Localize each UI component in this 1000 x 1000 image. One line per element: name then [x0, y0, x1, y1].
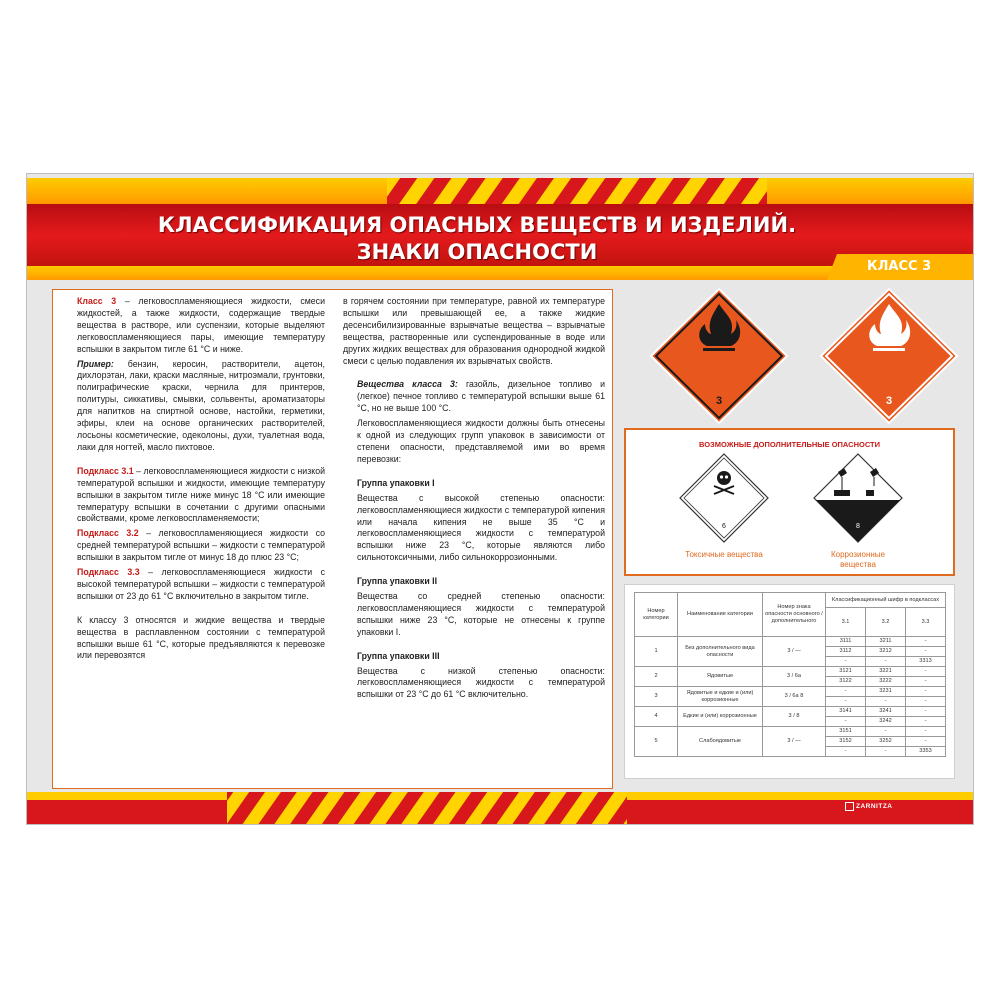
cell-code: 3313: [906, 657, 946, 667]
packing-group-3-title: Группа упаковки III: [357, 650, 440, 661]
cell-code: 3222: [866, 677, 906, 687]
cell-code: 3121: [826, 667, 866, 677]
cell-code: 3221: [866, 667, 906, 677]
table-row: [635, 687, 946, 697]
cell-category-number: 2: [635, 667, 678, 687]
poster-title: [87, 212, 867, 266]
cell-code: -: [866, 697, 906, 707]
additional-hazards-box: [624, 428, 955, 576]
table-row: [635, 707, 946, 717]
cell-code: -: [906, 687, 946, 697]
toxic-label: Токсичные вещества: [685, 550, 763, 559]
table-row: [635, 637, 946, 647]
subclass-32-text: – легковоспламеняющиеся жидкости со средней температурой вспышки – жидкости с температурой вспышки в закрытом тигле от минус 18 до плюс 23 °С;: [77, 528, 325, 563]
class3-substances-text: газойль, дизельное топливо и (легкое) печное топливо с температурой вспышки выше 61 °С, но не выше 100 °С.: [357, 379, 605, 414]
subclass-31-paragraph: [63, 466, 325, 526]
cell-code: 3141: [826, 707, 866, 717]
cell-code: -: [866, 727, 906, 737]
cell-code: -: [906, 697, 946, 707]
hot-state-paragraph: в горячем состоянии при температуре, равной их температуре вспышки или превышающей ее, а также жидкие десенсибилизированные взрывчатые вещества – взрывчатые вещества, растворенные или суспендированные в воде или других жидких веществах для образования однородной жидкой смеси с целью подавления их взрывчатых свойств.: [343, 296, 605, 366]
cell-category-number: 4: [635, 707, 678, 727]
packing-group-1-text: Вещества с высокой степенью опасности: легковоспламеняющиеся жидкости с температурой кипения или начала кипения не выше 35 °С и легковоспламеняющиеся жидкости с температурой вспышки ниже 23 °С, которые являются либо сильнотоксичными, либо сильнокоррозионными.: [357, 492, 605, 563]
cell-sign-number: 3 / 8: [763, 707, 826, 727]
poster: [26, 173, 974, 825]
cell-code: 3212: [866, 647, 906, 657]
cell-code: -: [906, 707, 946, 717]
sign-number-1: 3: [715, 395, 723, 407]
subclass-33-paragraph: [63, 567, 325, 603]
cell-code: 3241: [866, 707, 906, 717]
cell-code: -: [826, 747, 866, 757]
cell-code: 3122: [826, 677, 866, 687]
class3-text: – легковоспламеняющиеся жидкости, смеси жидкостей, а также жидкости, содержащие твердые вещества в растворе, или суспензии, которые выделяют легковоспламеняющиеся пары, имеющие температуру вспышки в закрытом тигле 61 °С и ниже.: [77, 296, 325, 354]
cell-code: 3252: [866, 737, 906, 747]
cell-code: -: [866, 747, 906, 757]
title-line-2: ЗНАКИ ОПАСНОСТИ: [356, 240, 598, 264]
cell-code: 3211: [866, 637, 906, 647]
class-badge: КЛАСС 3: [867, 259, 932, 274]
packing-group-2-title: Группа упаковки II: [357, 576, 438, 587]
text-panel: [52, 289, 613, 789]
cell-code: 3353: [906, 747, 946, 757]
class3-substances-label: Вещества класса 3:: [357, 379, 458, 390]
header-sign: Номер знака опасности основного / дополнительного: [763, 593, 826, 637]
main-hazard-signs: [647, 286, 967, 426]
subclass-32-label: Подкласс 3.2: [77, 528, 139, 539]
cell-category-name: Едкие и (или) коррозионные: [678, 707, 763, 727]
class3-extra-paragraph: К классу 3 относятся и жидкие вещества и твердые вещества в расплавленном состоянии с температурой вспышки выше 61 °С, которые предъявляются к перевозке или перевозятся: [77, 614, 325, 661]
cell-sign-number: 3 / 6а: [763, 667, 826, 687]
packing-group-3-text: Вещества с низкой степенью опасности: легковоспламеняющиеся жидкости с температурой вспышки от 23 °С до 61 °С включительно.: [357, 665, 605, 700]
subclass-31-text: – легковоспламеняющиеся жидкости с низкой температурой вспышки и жидкости, имеющие температуру вспышки в закрытом тигле ниже минус 18 °С или имеющие температуру вспышки в сочетании с другими опасными свойствами, кроме легковоспламеняемости;: [77, 465, 325, 524]
classification-table-box: [624, 584, 955, 779]
table-row: [635, 727, 946, 737]
cell-code: -: [906, 717, 946, 727]
logo-mark-icon: [845, 802, 854, 811]
cell-category-name: Без дополнительного вида опасности: [678, 637, 763, 667]
header-sub-32: 3.2: [866, 608, 906, 637]
table-row: [635, 667, 946, 677]
cell-code: -: [826, 657, 866, 667]
subclass-31-label: Подкласс 3.1: [77, 465, 134, 476]
table-body: [635, 637, 946, 757]
cell-code: 3111: [826, 637, 866, 647]
subclass-32-paragraph: [63, 528, 325, 564]
subclass-33-label: Подкласс 3.3: [77, 567, 140, 578]
cell-code: -: [906, 727, 946, 737]
class3-paragraph: [63, 296, 325, 356]
cell-code: 3151: [826, 727, 866, 737]
subclass-33-text: – легковоспламеняющиеся жидкости с высокой температурой вспышки – жидкости с температурой вспышки от 23 до 61 °С включительно в закрытом тигле.: [77, 567, 325, 601]
cell-code: 3112: [826, 647, 866, 657]
cell-category-number: 1: [635, 637, 678, 667]
classification-table: [634, 592, 946, 757]
corrosive-label: Коррозионные вещества: [831, 550, 885, 569]
header-sub-31: 3.1: [826, 608, 866, 637]
header-category: Номер категории: [635, 593, 678, 637]
class3-label: Класс 3: [77, 296, 117, 306]
cell-code: 3242: [866, 717, 906, 727]
cell-category-number: 5: [635, 727, 678, 757]
cell-code: 3231: [866, 687, 906, 697]
left-text-column: [63, 296, 325, 665]
toxic-sign: [680, 454, 768, 542]
cell-code: -: [906, 647, 946, 657]
publisher-logo: [845, 802, 893, 811]
example-text: бензин, керосин, растворители, ацетон, дихлорэтан, лаки, краски масляные, нитроэмали, грунтовки, полиграфические краски, чернила для принтеров, политуры, сиккативы, смывки, сольвенты, ароматизаторы для напитков на спиртной основе, настойки, герметики, эфиры, клеи на основе органических растворителей, лосьоны косметические, одеколоны, духи, туалетная вода, лаки для ногтей, масло пихтовое.: [77, 358, 325, 452]
toxic-sign-number: 6: [722, 523, 726, 530]
bottom-stripe-band: [27, 792, 974, 825]
cell-code: -: [906, 737, 946, 747]
packing-group-1-title: Группа упаковки I: [357, 477, 435, 488]
cell-category-name: Ядовитые и едкие и (или) коррозионные: [678, 687, 763, 707]
cell-category-number: 3: [635, 687, 678, 707]
cell-category-name: Ядовитые: [678, 667, 763, 687]
additional-hazard-signs: [626, 450, 953, 550]
cell-code: -: [906, 667, 946, 677]
header-sub-33: 3.3: [906, 608, 946, 637]
corrosive-sign: [812, 454, 904, 544]
example-label: Пример:: [77, 358, 114, 369]
cell-code: -: [826, 687, 866, 697]
cell-code: -: [826, 697, 866, 707]
right-text-column: [343, 296, 605, 704]
cell-category-name: Слабоядовитые: [678, 727, 763, 757]
cell-sign-number: 3 / 6а 8: [763, 687, 826, 707]
cell-code: 3152: [826, 737, 866, 747]
cell-sign-number: 3 / —: [763, 727, 826, 757]
example-paragraph: [63, 359, 325, 454]
title-line-1: КЛАССИФИКАЦИЯ ОПАСНЫХ ВЕЩЕСТВ И ИЗДЕЛИЙ.: [157, 213, 797, 237]
sign-number-2: 3: [885, 395, 893, 407]
additional-hazards-title: ВОЗМОЖНЫЕ ДОПОЛНИТЕЛЬНЫЕ ОПАСНОСТИ: [698, 440, 881, 449]
header-code: Классификационный шифр в подклассах: [826, 593, 946, 608]
logo-text: ZARNITZA: [856, 803, 893, 811]
header-name: Наименование категории: [678, 593, 763, 637]
packing-group-2-text: Вещества со средней степенью опасности: легковоспламеняющиеся жидкости с температурой вспышки ниже 23 °С, которые не отнесены к группе упаковки I.: [357, 591, 605, 637]
cell-code: -: [906, 637, 946, 647]
cell-code: -: [866, 657, 906, 667]
packing-intro-paragraph: Легковоспламеняющиеся жидкости должны быть отнесены к одной из следующих групп упаковок в зависимости от степени опасности, представляемой ими во время перевозки:: [357, 418, 605, 464]
corrosive-sign-number: 8: [856, 523, 860, 530]
class3-substances-paragraph: [343, 379, 605, 415]
hazard-sign-class3-white: [821, 289, 957, 423]
hazard-sign-class3-black: [651, 289, 787, 423]
cell-sign-number: 3 / —: [763, 637, 826, 667]
cell-code: -: [826, 717, 866, 727]
cell-code: -: [906, 677, 946, 687]
